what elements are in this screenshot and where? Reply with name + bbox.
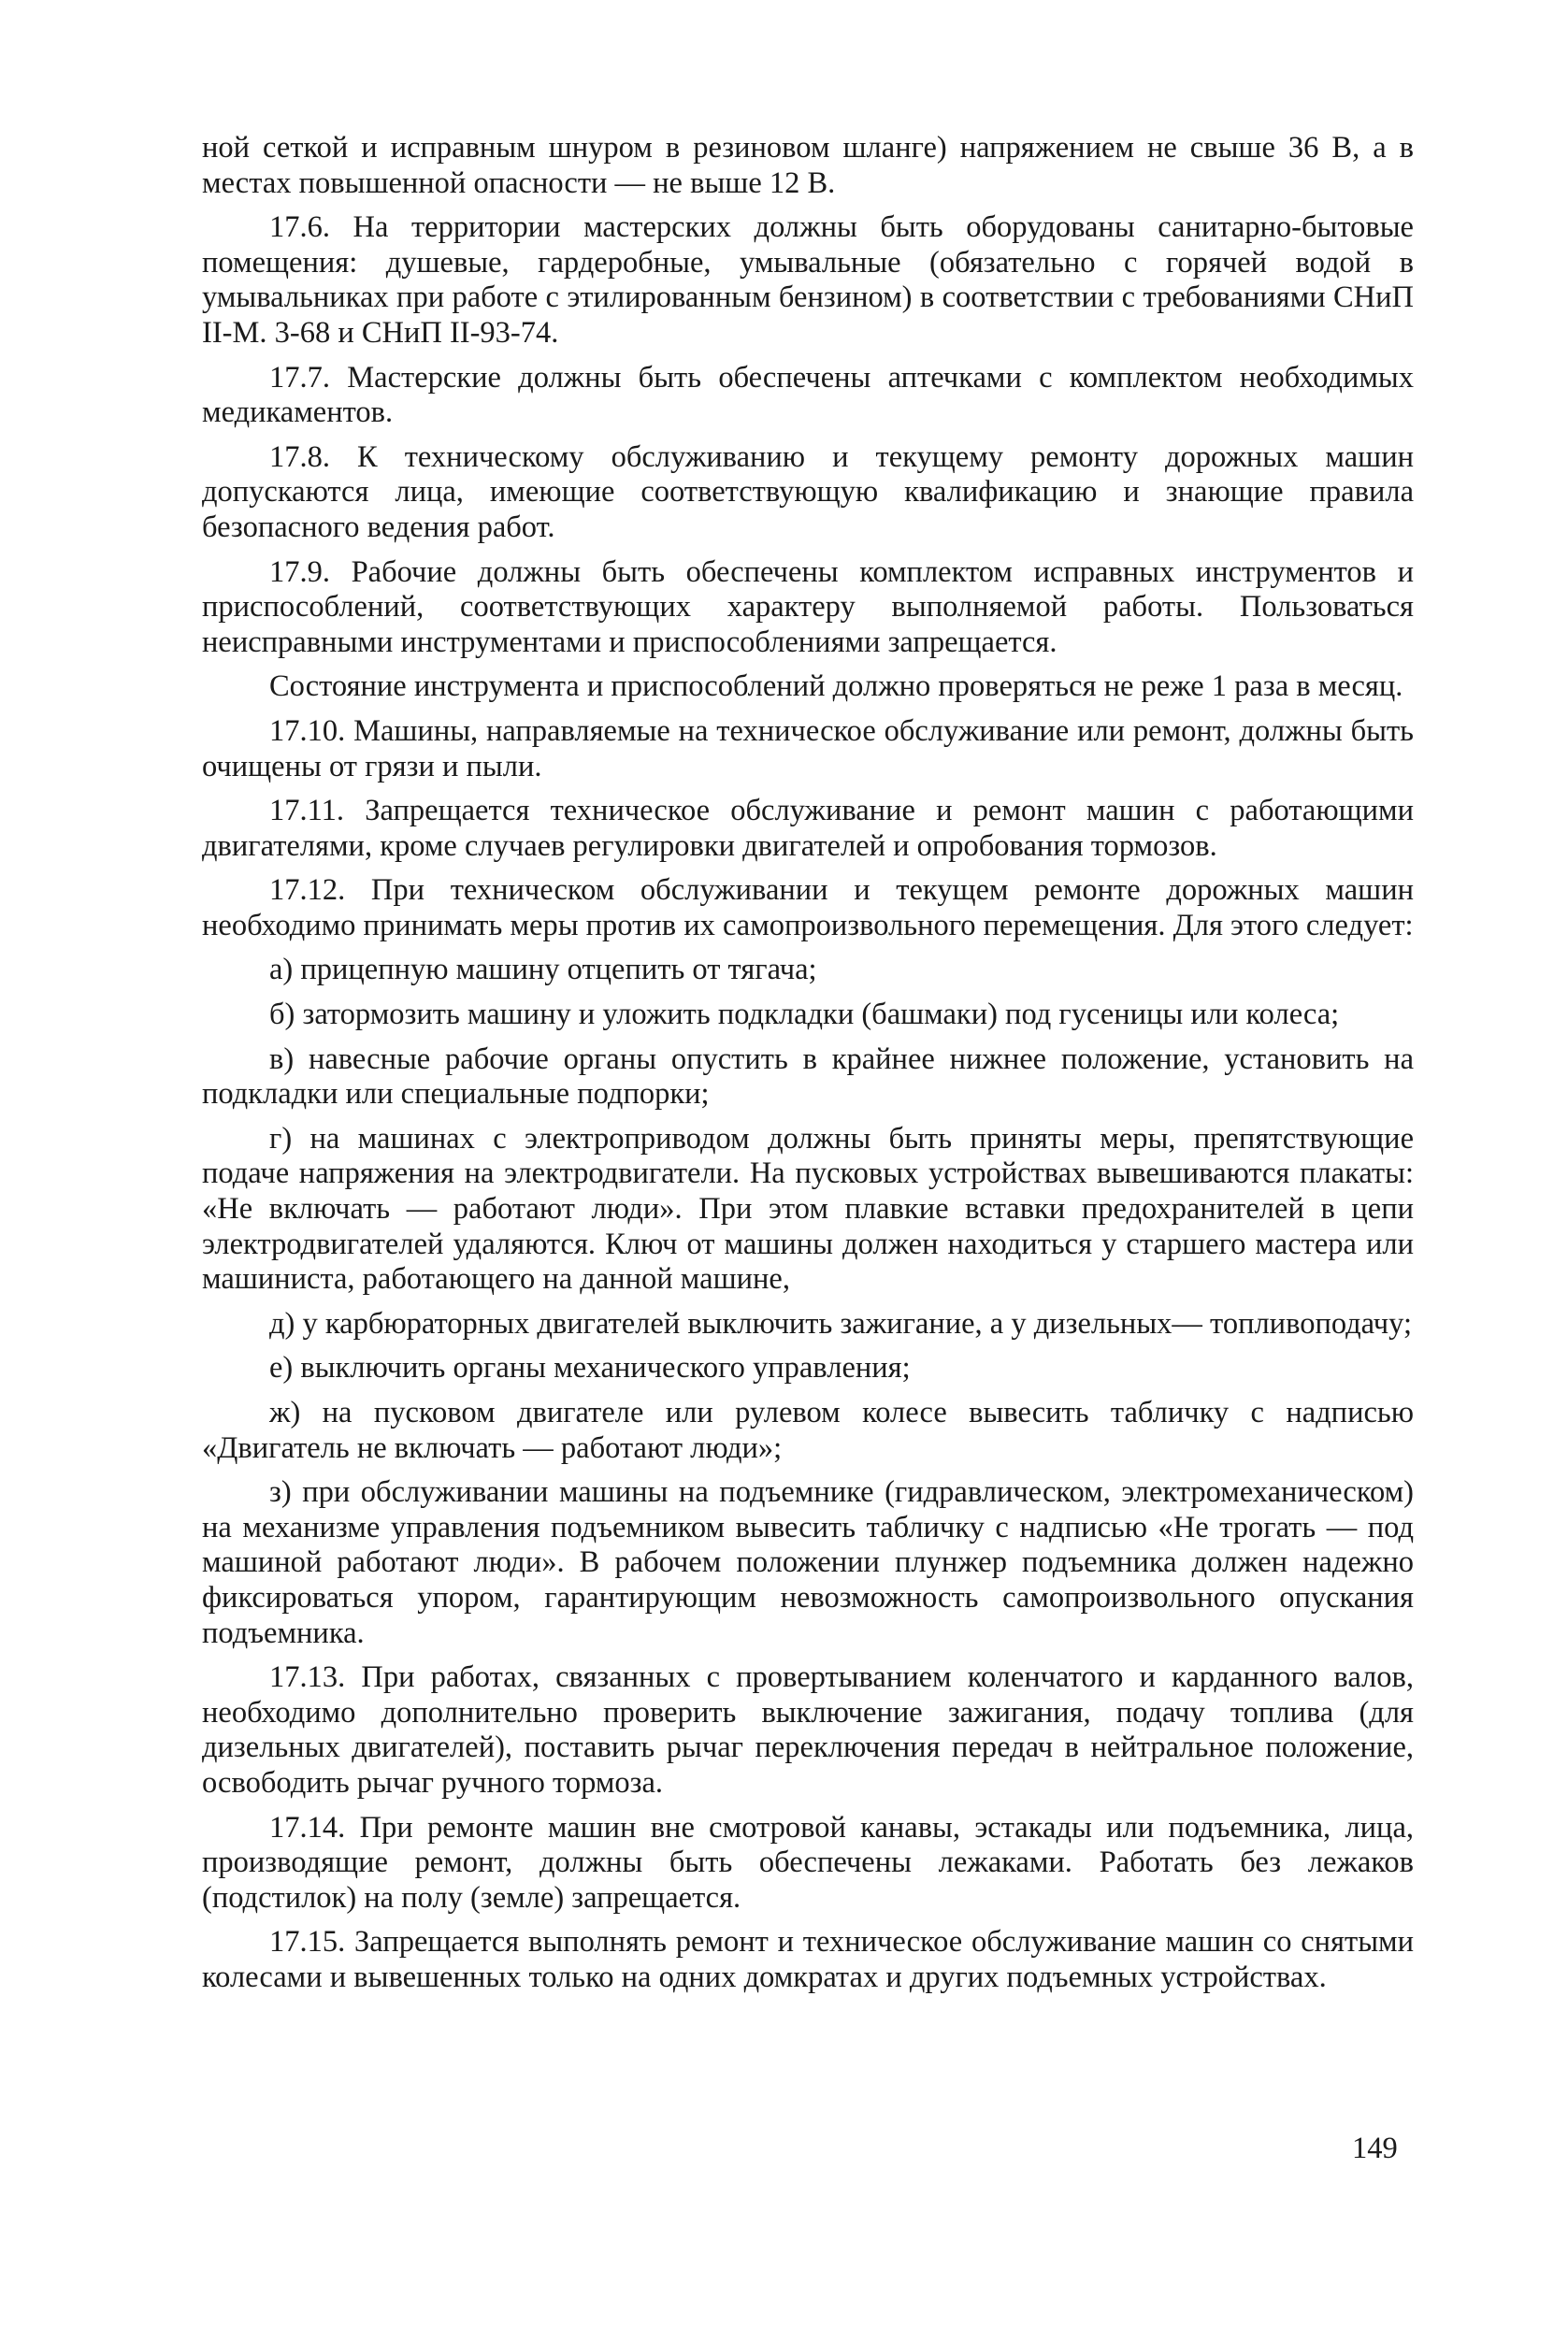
paragraph-17-7: 17.7. Мастерские должны быть обеспечены аптечками с комплектом необходимых медикаментов.	[202, 360, 1414, 430]
paragraph-17-10: 17.10. Машины, направляемые на техническое обслуживание или ремонт, должны быть очищены от грязи и пыли.	[202, 713, 1414, 783]
list-item-g: г) на машинах с электроприводом должны быть приняты меры, препятствующие подаче напряжения на электродвигатели. На пусковых устройствах вывешиваются плакаты: «Не включать — работают люди». При этом плавкие вставки предохранителей в цепи электродвигателей удаляются. Ключ от машины должен находиться у старшего мастера или машиниста, работающего на данной машине,	[202, 1121, 1414, 1297]
paragraph-17-11: 17.11. Запрещается техническое обслуживание и ремонт машин с работающими двигателями, кроме случаев регулировки двигателей и опробования тормозов.	[202, 794, 1414, 863]
list-item-e: е) выключить органы механического управления;	[269, 1351, 911, 1386]
list-item-b: б) затормозить машину и уложить подкладки (башмаки) под гусеницы или колеса;	[269, 998, 1340, 1032]
list-item-z: з) при обслуживании машины на подъемнике (гидравлическом, электромеханическом) на механизме управления подъемником вывесить табличку с надписью «Не трогать — под машиной работают люди». В рабочем положении плунжер подъемника должен надежно фиксироваться упором, гарантирующим невозможность самопроизвольного опускания подъемника.	[202, 1475, 1414, 1650]
list-item-v: в) навесные рабочие органы опустить в крайнее нижнее положение, установить на подкладки или специальные подпорки;	[202, 1041, 1414, 1112]
list-item-a: а) прицепную машину отцепить от тягача;	[269, 953, 817, 987]
page-body	[202, 131, 1414, 2005]
paragraph-tool-inspection: Состояние инструмента и приспособлений должно проверяться не реже 1 раза в месяц.	[269, 669, 1403, 704]
page-number: 149	[1352, 2132, 1398, 2165]
paragraph-17-8: 17.8. К техническому обслуживанию и текущему ремонту дорожных машин допускаются лица, имеющие соответствующую квалификацию и знающие правила безопасного ведения работ.	[202, 439, 1414, 544]
paragraph-17-6: 17.6. На территории мастерских должны быть оборудованы санитарно-бытовые помещения: душевые, гардеробные, умывальные (обязательно с горячей водой в умывальниках при работе с этилированным бензином) в соответствии с требованиями СНиП II-М. 3-68 и СНиП II-93-74.	[202, 210, 1414, 350]
paragraph-17-15: 17.15. Запрещается выполнять ремонт и техническое обслуживание машин со снятыми колесами и вывешенных только на одних домкратах и других подъемных устройствах.	[202, 1925, 1414, 1994]
paragraph-17-9: 17.9. Рабочие должны быть обеспечены комплектом исправных инструментов и приспособлений, соответствующих характеру выполняемой работы. Пользоваться неисправными инструментами и приспособлениями запрещается.	[202, 554, 1414, 659]
list-item-zh: ж) на пусковом двигателе или рулевом колесе вывесить табличку с надписью «Двигатель не включать — работают люди»;	[202, 1396, 1414, 1465]
list-item-d: д) у карбюраторных двигателей выключить зажигание, а у дизельных— топливоподачу;	[269, 1306, 1413, 1341]
paragraph-17-12: 17.12. При техническом обслуживании и текущем ремонте дорожных машин необходимо принимать меры против их самопроизвольного перемещения. Для этого следует:	[202, 873, 1414, 942]
paragraph-17-14: 17.14. При ремонте машин вне смотровой канавы, эстакады или подъемника, лица, производящие ремонт, должны быть обеспечены лежаками. Работать без лежаков (подстилок) на полу (земле) запрещается.	[202, 1810, 1414, 1915]
paragraph-continuation: ной сеткой и исправным шнуром в резиновом шланге) напряжением не свыше 36 В, а в местах повышенной опасности — не выше 12 В.	[202, 131, 1414, 200]
paragraph-17-13: 17.13. При работах, связанных с провертыванием коленчатого и карданного валов, необходимо дополнительно проверить выключение зажигания, подачу топлива (для дизельных двигателей), поставить рычаг переключения передач в нейтральное положение, освободить рычаг ручного тормоза.	[202, 1660, 1414, 1800]
